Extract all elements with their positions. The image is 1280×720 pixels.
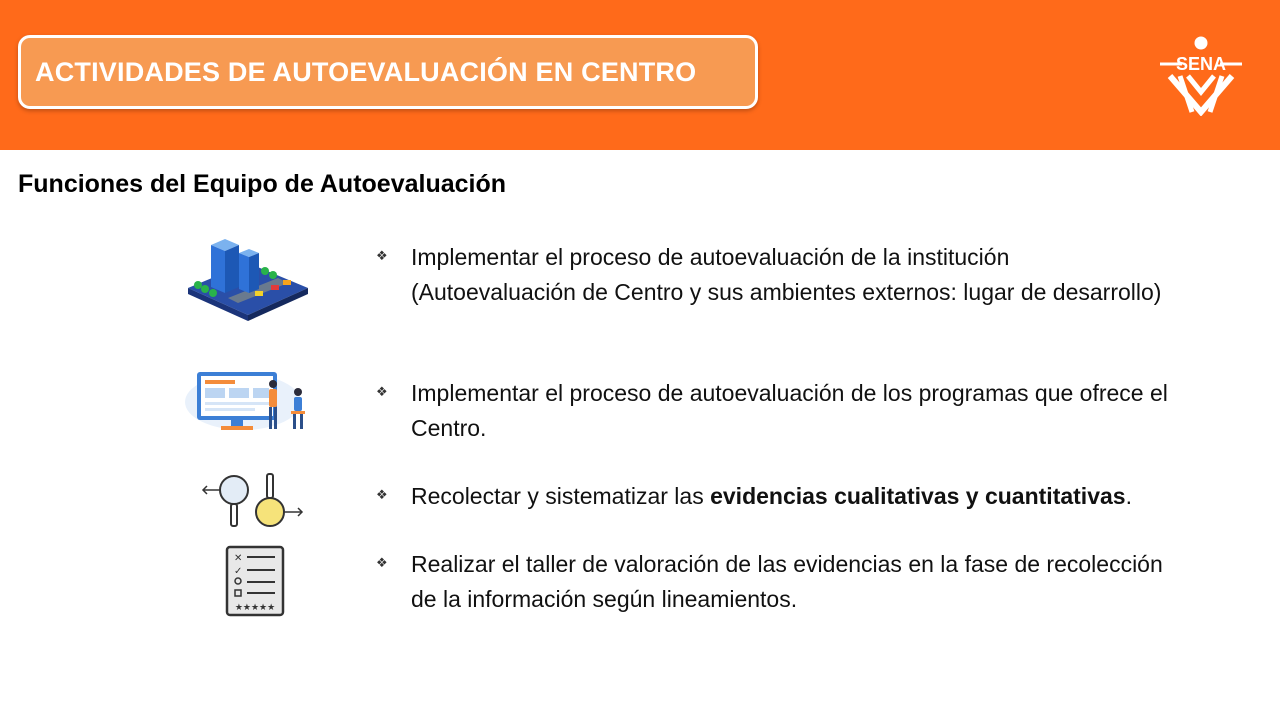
list-item (376, 240, 1176, 309)
magnifying-glasses-icon (198, 470, 306, 532)
bullet-icon: ❖ (376, 384, 388, 399)
item-text: Implementar el proceso de autoevaluación de la institución (Autoevaluación de Centro y sus ambientes externos: lugar de desarrollo) (411, 244, 1162, 305)
item-text: Implementar el proceso de autoevaluación de los programas que ofrece el Centro. (411, 380, 1168, 441)
item-text-end: . (1125, 483, 1132, 509)
svg-text:★★★★★: ★★★★★ (234, 603, 276, 613)
sena-logo (1158, 34, 1244, 116)
section-title: Funciones del Equipo de Autoevaluación (18, 170, 507, 198)
header-bar (0, 0, 1280, 150)
bullet-icon: ❖ (376, 555, 388, 570)
logo-text: SENA (1175, 54, 1227, 74)
isometric-city-icon (183, 233, 313, 325)
list-item (376, 376, 1176, 445)
list-item (376, 479, 1176, 514)
list-item (376, 547, 1176, 616)
bullet-icon: ❖ (376, 487, 388, 502)
item-text-start: Recolectar y sistematizar las (411, 483, 711, 509)
checklist-rating-icon (225, 545, 285, 617)
bullet-icon: ❖ (376, 248, 388, 263)
item-text-bold: evidencias cualitativas y cuantitativas (710, 483, 1126, 509)
svg-text:✕: ✕ (234, 553, 243, 564)
page-title: ACTIVIDADES DE AUTOEVALUACIÓN EN CENTRO (35, 56, 697, 87)
item-text: Realizar el taller de valoración de las evidencias en la fase de recolección de la información según lineamientos. (411, 551, 1163, 612)
title-box (18, 35, 758, 109)
svg-text:✓: ✓ (234, 566, 243, 577)
team-dashboard-icon (183, 362, 313, 434)
item-text (411, 479, 1171, 514)
